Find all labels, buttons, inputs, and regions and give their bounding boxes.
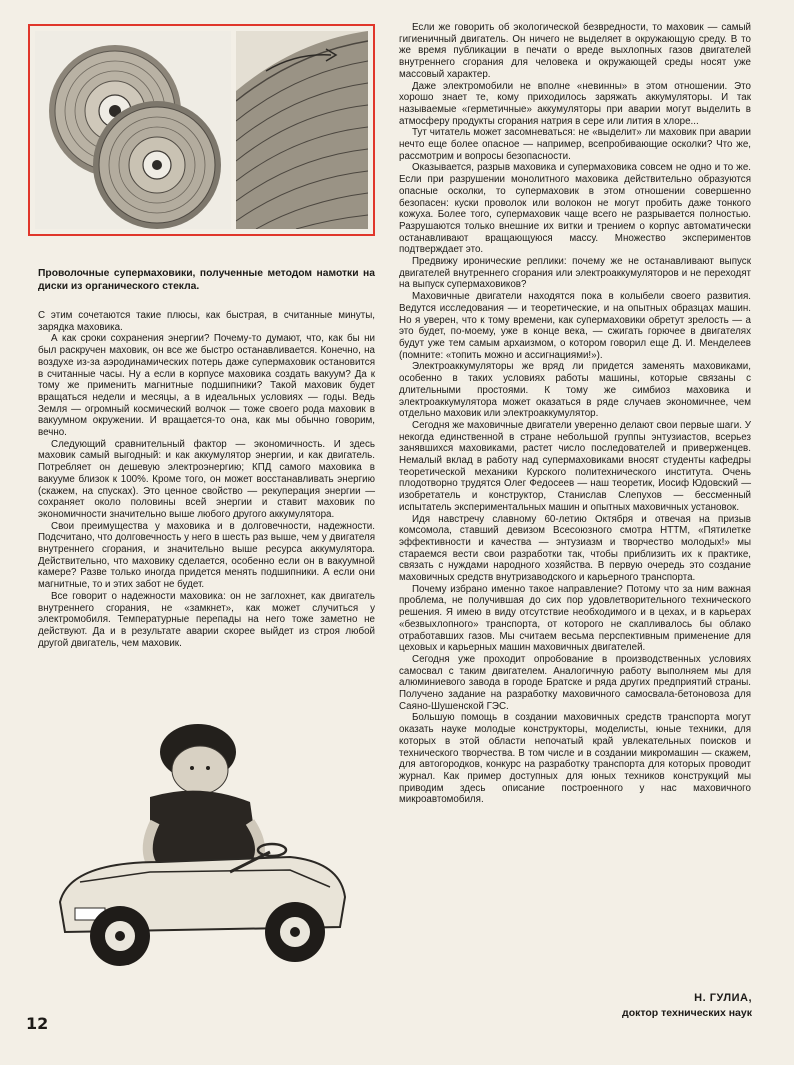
wire-supermaxovik-discs-image: [35, 31, 231, 229]
paragraph: Следующий сравнительный фактор — экономичность. И здесь маховик самый выгодный: и как аккумулятор энергии, и как двигатель. Потребляет он дешевую электроэнергию; КПД самого маховика в вакууме близок к 100%. Кроме того, он может восстанавливать энергию (скажем, на спусках). Это ценное свойство — рекуперация энергии — сохраняет около половины всей энергии и ставит маховик по экономичности значительно выше любого другого аккумулятора.: [38, 438, 375, 520]
author-title: доктор технических наук: [622, 1007, 752, 1019]
paragraph: Идя навстречу славному 60-летию Октября и отвечая на призыв комсомола, ставший девизом Всесоюзного смотра НТТМ, «Пятилетке эффективности и качества — энтузиазм и творчество молодых!» мы стараемся вести свои разработки так, чтобы приблизить их к практике, связать с нуждами народного хозяйства. В первую очередь это создание маховичных средств внутризаводского и карьерного транспорта.: [399, 513, 751, 584]
article-right-column: [399, 22, 751, 806]
paragraph: Оказывается, разрыв маховика и супермаховика совсем не одно и то же. Если при разрушении монолитного маховика действительно образуются опасные осколки, то супермаховик в этом отношении совершенно безопасен: куски проволок или волокон не могут пробить даже тонкого кожуха. Более того, супермаховик чаще всего не разрывается полностью. Разрушаются только внешние их витки и трением о корпус автоматически останавливают вращающуюся массу. Множество экспериментов подтверждает это.: [399, 162, 751, 256]
paragraph: Тут читатель может засомневаться: не «выделит» ли маховик при аварии нечто еще более опасное — например, всепробивающие осколки? Что же, рассмотрим и вопросы безопасности.: [399, 127, 751, 162]
paragraph: Даже электромобили не вполне «невинны» в этом отношении. Это хорошо знает те, кому приходилось заряжать аккумуляторы. И так называемые «герметичные» аккумуляторы при аварии могут выделить в атмосферу продукты сгорания натрия в сере или лития в хлоре...: [399, 80, 751, 127]
flywheel-disc-lower: [93, 101, 221, 229]
paragraph: Если же говорить об экологической безвредности, то маховик — самый гигиеничный двигатель. Он ничего не выделяет в окружающую среду. В то же время публикации в печати о вреде выхлопных газов двигателей внутреннего сгорания для человека и окружающей среды носят уже массовый характер.: [399, 22, 751, 80]
figure-caption: Проволочные супермаховики, полученные методом намотки на диски из органического стекла.: [38, 268, 375, 292]
paragraph: Сегодня же маховичные двигатели уверенно делают свои первые шаги. У некогда единственной в стране небольшой группы энтузиастов, всерьез занявшихся маховиками, растет число последователей и приверженцев. Немалый вклад в работу над супермаховиками вносят студенты кафедры теоретической механики Курского политехнического института. Очень плодотворно трудятся Олег Федосеев — наш теоретик, Иосиф Юдовский — изобретатель и конструктор, Станислав Слепухов — бессменный испытатель экспериментальных машин и опытных маховичных установок.: [399, 419, 751, 513]
flywheel-photo-frame: [28, 24, 375, 236]
paragraph: Сегодня уже проходит опробование в производственных условиях самосвал с таким двигателем. Аналогичную работу выполняем мы для алюминиевого завода в городе Братске и ряда других предприятий страны. Получено задание на разработку маховичного самосвала-бетоновоза для Саяно-Шушенской ГЭС.: [399, 653, 751, 712]
flywheel-photos: [35, 31, 368, 229]
article-left-column: [38, 310, 375, 649]
paragraph: Большую помощь в создании маховичных средств транспорта могут оказать науке молодые конструкторы, моделисты, юные техники, для которых в этой области непочатый край увлекательных поисков и технического творчества. В том числе и в создании микромашин — скажем, для автогородков, конкурс на разработку транспорта для которых проводит журнал. Как пример доступных для юных техников конструкций мы приводим здесь описание построенного у нас маховичного микроавтомобиля.: [399, 712, 751, 806]
paragraph: Электроаккумуляторы же вряд ли придется заменять маховиками, особенно в таких условиях работы машины, которые связаны с длительными простоями. К тому же симбиоз маховика и электроаккумулятора может оказаться в ряде случаев экономичнее, чем отдельно маховик или электроаккумулятор.: [399, 361, 751, 420]
wire-winding-closeup-image: [236, 31, 368, 229]
child-on-micro-car-photo: [40, 722, 358, 977]
paragraph: Свои преимущества у маховика и в долговечности, надежности. Подсчитано, что долговечность у него в шесть раз выше, чем у двигателя внутреннего сгорания, и значительно выше ресурса аккумулятора. Действительно, что маховику сделается, особенно если он в вакуумной камере? Разве только иногда придется менять подшипники. А если они магнитные, то и этих забот не будет.: [38, 520, 375, 591]
paragraph: Маховичные двигатели находятся пока в колыбели своего развития. Ведутся исследования — и теоретические, и на опытных образцах машин. Но я уверен, что к тому времени, как супермаховики обретут зрелость — а это будет, по-моему, уже в конце века, — сжигать горючее в двигателях будут уже тем самым архаизмом, о котором говорил еще Д. И. Менделеев (помните: «топить можно и ассигнациями!»).: [399, 291, 751, 361]
page-number: 12: [26, 1014, 49, 1033]
author-name: Н. ГУЛИА,: [694, 992, 752, 1004]
paragraph: Предвижу иронические реплики: почему же не останавливают выпуск двигателей внутреннего сгорания или электроаккумуляторов и не переходят на выпуск супермаховиков?: [399, 256, 751, 291]
paragraph: Все говорит о надежности маховика: он не заглохнет, как двигатель внутреннего сгорания, не «замкнет», как может случиться у электромобиля. Температурные перепады на него тоже заметно не действуют. Да и в результате аварии скорее выйдет из строя любой другой двигатель, чем маховик.: [38, 590, 375, 649]
paragraph: Почему избрано именно такое направление? Потому что за ним важная проблема, не получившая до сих пор удовлетворительного технического решения. Я имею в виду отсутствие необходимого и в цехах, и в карьерах «безвыхлопного» транспорта, от которого не скапливалось бы облако отработавших газов. Мы считаем весьма перспективным применение для цеховых и карьерных машин маховичных двигателей.: [399, 583, 751, 654]
paragraph: С этим сочетаются такие плюсы, как быстрая, в считанные минуты, зарядка маховика.: [38, 310, 375, 333]
paragraph: А как сроки сохранения энергии? Почему-то думают, что, как бы ни был раскручен маховик, он все же быстро останавливается. Конечно, на воздухе из-за аэродинамических потерь даже супермаховик остановится в считанные часы. Ну а если в корпусе маховика создать вакуум? Да к тому же применить магнитные подшипники? Такой маховик будет вращаться недели и месяцы, а в идеальных условиях — годы. Ведь Земля — огромный космический волчок — тоже своего рода маховик в вакуумном окружении. И вращается-то она, как мы обычно говорим, вечно.: [38, 333, 375, 439]
